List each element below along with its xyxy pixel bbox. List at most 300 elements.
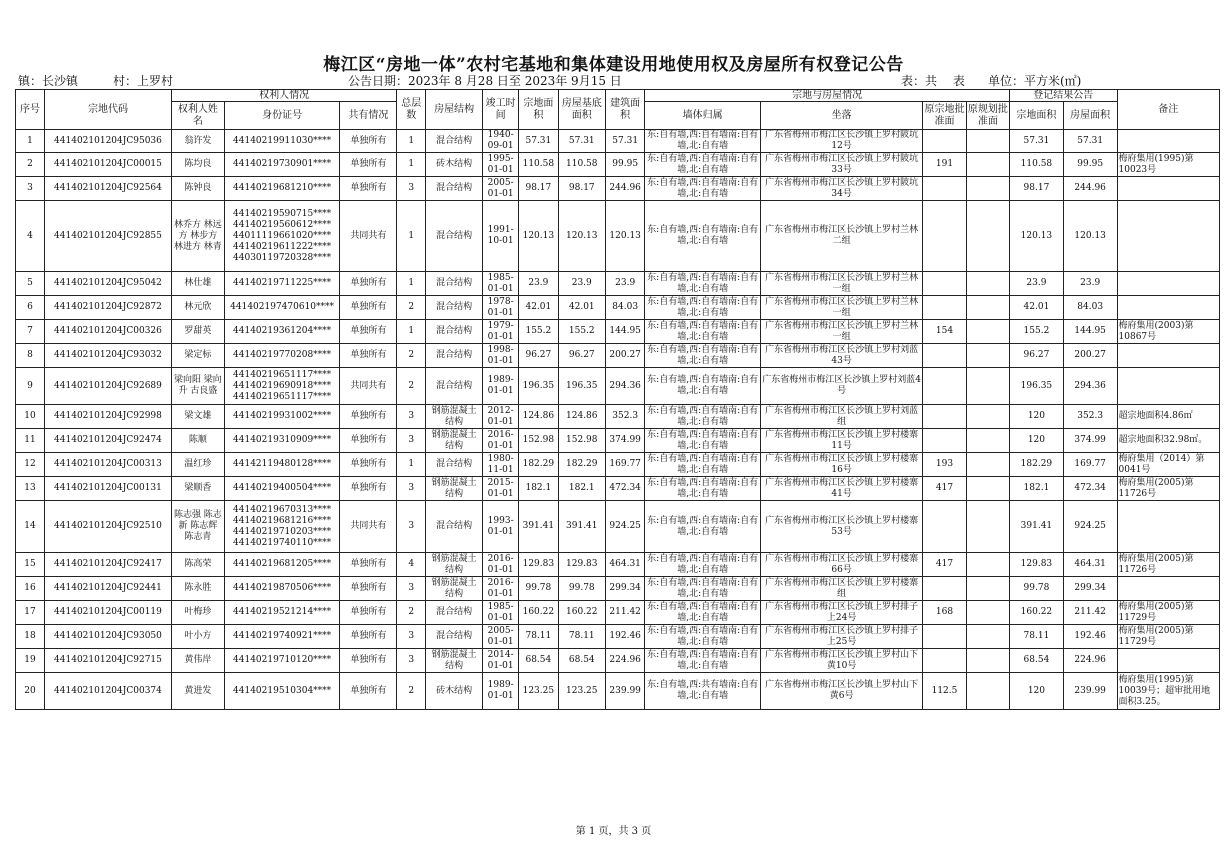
row-result-land: 120.13 (1010, 201, 1064, 272)
header-code: 宗地代码 (44, 90, 171, 130)
row-build-area: 169.77 (606, 453, 645, 477)
row-floors: 3 (397, 429, 426, 453)
row-location: 广东省梅州市梅江区长沙镇上罗村陂坑33号 (761, 153, 923, 177)
row-id-no: 44140219590715**** 44140219560612**** 44011119661020**** 44140219611222**** 44030119720328**** (224, 201, 340, 272)
row-walls: 东:自有墙,西:自有墙南:自有墙,北:自有墙 (645, 649, 761, 673)
row-orig-approved (923, 501, 966, 553)
row-walls: 东:自有墙,西:共有墙南:自有墙,北:自有墙 (645, 673, 761, 710)
row-result-land: 68.54 (1010, 649, 1064, 673)
header-res-land: 宗地面积 (1010, 102, 1064, 130)
row-share: 单独所有 (340, 296, 397, 320)
row-result-land: 78.11 (1010, 625, 1064, 649)
row-walls: 东:自有墙,西:自有墙南:自有墙,北:自有墙 (645, 501, 761, 553)
row-result-house: 84.03 (1063, 296, 1117, 320)
row-year: 1940-09-01 (483, 130, 519, 153)
row-land-area: 196.35 (519, 368, 558, 405)
row-orig-approved: 193 (923, 453, 966, 477)
row-build-area: 239.99 (606, 673, 645, 710)
row-result-house: 244.96 (1063, 177, 1117, 201)
row-seq: 18 (16, 625, 45, 649)
row-orig-plan (966, 405, 1009, 429)
row-floors: 2 (397, 344, 426, 368)
row-floors: 3 (397, 649, 426, 673)
row-note: 梅府集用(2005)第11726号 (1117, 553, 1219, 577)
row-result-land: 120 (1010, 405, 1064, 429)
row-result-house: 144.95 (1063, 320, 1117, 344)
row-result-house: 352.3 (1063, 405, 1117, 429)
row-note: 梅府集用(1995)第10023号 (1117, 153, 1219, 177)
row-share: 单独所有 (340, 477, 397, 501)
row-location: 广东省梅州市梅江区长沙镇上罗村楼寨53号 (761, 501, 923, 553)
row-orig-plan (966, 201, 1009, 272)
header-note: 备注 (1117, 90, 1219, 130)
row-year: 1985-01-01 (483, 601, 519, 625)
row-id-no: 44140219870506**** (224, 577, 340, 601)
row-share: 单独所有 (340, 649, 397, 673)
row-structure: 混合结构 (426, 320, 483, 344)
table-row (16, 501, 1220, 553)
row-walls: 东:自有墙,西:自有墙南:自有墙,北:自有墙 (645, 344, 761, 368)
row-share: 单独所有 (340, 453, 397, 477)
row-land-area: 99.78 (519, 577, 558, 601)
table-row (16, 477, 1220, 501)
row-result-house: 192.46 (1063, 625, 1117, 649)
row-land-area: 57.31 (519, 130, 558, 153)
row-location: 广东省梅州市梅江区长沙镇上罗村排子上25号 (761, 625, 923, 649)
row-result-land: 23.9 (1010, 272, 1064, 296)
row-code: 441402101204JC93050 (44, 625, 171, 649)
row-build-area: 244.96 (606, 177, 645, 201)
header-id-no: 身份证号 (224, 102, 340, 130)
row-code: 441402101204JC00326 (44, 320, 171, 344)
row-land-area: 391.41 (519, 501, 558, 553)
row-location: 广东省梅州市梅江区长沙镇上罗村楼寨11号 (761, 429, 923, 453)
row-result-house: 211.42 (1063, 601, 1117, 625)
row-location: 广东省梅州市梅江区长沙镇上罗村兰林一组 (761, 320, 923, 344)
row-land-area: 98.17 (519, 177, 558, 201)
row-result-house: 239.99 (1063, 673, 1117, 710)
row-code: 441402101204JC95042 (44, 272, 171, 296)
header-seq: 序号 (16, 90, 45, 130)
row-build-area: 84.03 (606, 296, 645, 320)
row-base-area: 123.25 (558, 673, 606, 710)
row-code: 441402101204JC92689 (44, 368, 171, 405)
row-note (1117, 177, 1219, 201)
row-structure: 钢筋混凝土结构 (426, 577, 483, 601)
row-share: 单独所有 (340, 673, 397, 710)
table-row (16, 344, 1220, 368)
row-note: 梅府集用(2005)第11726号 (1117, 477, 1219, 501)
row-base-area: 182.29 (558, 453, 606, 477)
row-note (1117, 201, 1219, 272)
row-orig-approved: 168 (923, 601, 966, 625)
row-walls: 东:自有墙,西:自有墙南:自有墙,北:自有墙 (645, 320, 761, 344)
row-location: 广东省梅州市梅江区长沙镇上罗村山下黄6号 (761, 673, 923, 710)
row-floors: 1 (397, 272, 426, 296)
row-seq: 12 (16, 453, 45, 477)
row-result-land: 182.1 (1010, 477, 1064, 501)
row-orig-approved (923, 625, 966, 649)
row-orig-approved (923, 368, 966, 405)
row-result-house: 224.96 (1063, 649, 1117, 673)
row-result-land: 129.83 (1010, 553, 1064, 577)
row-walls: 东:自有墙,西:自有墙南:自有墙,北:自有墙 (645, 153, 761, 177)
row-id-no: 44140219911030**** (224, 130, 340, 153)
row-orig-approved: 154 (923, 320, 966, 344)
header-walls: 墙体归属 (645, 102, 761, 130)
announcement-meta (18, 72, 1118, 88)
row-seq: 15 (16, 553, 45, 577)
row-orig-plan (966, 130, 1009, 153)
row-base-area: 78.11 (558, 625, 606, 649)
row-orig-plan (966, 177, 1009, 201)
row-year: 1989-01-01 (483, 673, 519, 710)
row-owner-name: 陈永胜 (172, 577, 225, 601)
date-label: 公告日期：2023年 8 月28 日至 2023年 9月15 日 (348, 74, 622, 88)
row-walls: 东:自有墙,西:自有墙南:自有墙,北:自有墙 (645, 453, 761, 477)
row-location: 广东省梅州市梅江区长沙镇上罗村兰林一组 (761, 296, 923, 320)
row-orig-approved: 191 (923, 153, 966, 177)
row-floors: 3 (397, 405, 426, 429)
row-orig-plan (966, 296, 1009, 320)
row-structure: 混合结构 (426, 625, 483, 649)
row-owner-name: 陈钟良 (172, 177, 225, 201)
row-location: 广东省梅州市梅江区长沙镇上罗村刘蓝组 (761, 405, 923, 429)
row-seq: 19 (16, 649, 45, 673)
row-share: 单独所有 (340, 625, 397, 649)
row-id-no: 44140219730901**** (224, 153, 340, 177)
row-owner-name: 梁顺香 (172, 477, 225, 501)
row-owner-name: 罗甜英 (172, 320, 225, 344)
row-seq: 2 (16, 153, 45, 177)
table-row (16, 201, 1220, 272)
row-note: 梅府集用(1995)第10039号；超审批用地面积3.25。 (1117, 673, 1219, 710)
row-id-no: 44140219510304**** (224, 673, 340, 710)
row-id-no: 44140219931002**** (224, 405, 340, 429)
row-base-area: 99.78 (558, 577, 606, 601)
row-year: 2005-01-01 (483, 625, 519, 649)
row-seq: 20 (16, 673, 45, 710)
row-id-no: 44140219770208**** (224, 344, 340, 368)
row-orig-plan (966, 272, 1009, 296)
row-share: 单独所有 (340, 577, 397, 601)
row-floors: 3 (397, 625, 426, 649)
row-land-area: 96.27 (519, 344, 558, 368)
row-result-house: 120.13 (1063, 201, 1117, 272)
header-structure: 房屋结构 (426, 90, 483, 130)
row-land-area: 68.54 (519, 649, 558, 673)
row-year: 1985-01-01 (483, 272, 519, 296)
row-result-land: 96.27 (1010, 344, 1064, 368)
row-year: 2016-01-01 (483, 577, 519, 601)
header-result-group: 登记结果公告 (1010, 90, 1117, 102)
row-structure: 钢筋混凝土结构 (426, 553, 483, 577)
row-code: 441402101204JC00015 (44, 153, 171, 177)
row-floors: 3 (397, 501, 426, 553)
table-row (16, 320, 1220, 344)
row-note: 梅府集用（2014）第0041号 (1117, 453, 1219, 477)
row-seq: 17 (16, 601, 45, 625)
row-id-no: 44140219681210**** (224, 177, 340, 201)
row-location: 广东省梅州市梅江区长沙镇上罗村兰林一组 (761, 272, 923, 296)
row-floors: 3 (397, 477, 426, 501)
row-share: 单独所有 (340, 153, 397, 177)
row-owner-name: 陈志强 陈志新 陈志辉 陈志青 (172, 501, 225, 553)
row-walls: 东:自有墙,西:自有墙南:自有墙,北:自有墙 (645, 477, 761, 501)
row-result-land: 110.58 (1010, 153, 1064, 177)
row-build-area: 57.31 (606, 130, 645, 153)
row-result-house: 472.34 (1063, 477, 1117, 501)
row-location: 广东省梅州市梅江区长沙镇上罗村陂坑34号 (761, 177, 923, 201)
row-base-area: 182.1 (558, 477, 606, 501)
row-structure: 砖木结构 (426, 153, 483, 177)
row-orig-approved (923, 272, 966, 296)
sheet-count-label: 表：共 表 (901, 74, 965, 88)
row-land-area: 23.9 (519, 272, 558, 296)
registration-table (15, 89, 1220, 710)
row-structure: 钢筋混凝土结构 (426, 429, 483, 453)
row-location: 广东省梅州市梅江区长沙镇上罗村楼寨16号 (761, 453, 923, 477)
row-year: 1989-01-01 (483, 368, 519, 405)
row-share: 单独所有 (340, 130, 397, 153)
row-base-area: 152.98 (558, 429, 606, 453)
row-id-no: 44140219670313**** 44140219681216**** 44140219710203**** 44140219740110**** (224, 501, 340, 553)
row-note (1117, 272, 1219, 296)
row-orig-approved (923, 429, 966, 453)
table-row (16, 272, 1220, 296)
row-owner-name: 梁定标 (172, 344, 225, 368)
row-structure: 混合结构 (426, 501, 483, 553)
row-code: 441402101204JC92417 (44, 553, 171, 577)
row-orig-plan (966, 429, 1009, 453)
row-orig-approved (923, 201, 966, 272)
row-build-area: 224.96 (606, 649, 645, 673)
village-label: 村：上罗村 (113, 74, 174, 88)
row-share: 单独所有 (340, 272, 397, 296)
row-code: 441402101204JC92441 (44, 577, 171, 601)
row-orig-approved (923, 577, 966, 601)
row-seq: 1 (16, 130, 45, 153)
row-walls: 东:自有墙,西:自有墙南:自有墙,北:自有墙 (645, 553, 761, 577)
row-year: 1980-11-01 (483, 453, 519, 477)
row-land-area: 182.1 (519, 477, 558, 501)
row-id-no: 44140219521214**** (224, 601, 340, 625)
row-owner-name: 陈均良 (172, 153, 225, 177)
row-owner-name: 林乔方 林远方 林步方 林进方 林青 (172, 201, 225, 272)
header-build-area: 建筑面积 (606, 90, 645, 130)
row-base-area: 391.41 (558, 501, 606, 553)
row-year: 1993-01-01 (483, 501, 519, 553)
row-build-area: 352.3 (606, 405, 645, 429)
row-id-no: 44142119480128**** (224, 453, 340, 477)
row-floors: 2 (397, 368, 426, 405)
row-seq: 4 (16, 201, 45, 272)
row-build-area: 99.95 (606, 153, 645, 177)
row-orig-plan (966, 673, 1009, 710)
row-base-area: 96.27 (558, 344, 606, 368)
row-owner-name: 陈高荣 (172, 553, 225, 577)
header-location: 坐落 (761, 102, 923, 130)
row-structure: 混合结构 (426, 130, 483, 153)
row-land-area: 42.01 (519, 296, 558, 320)
row-orig-plan (966, 368, 1009, 405)
row-id-no: 44140219651117**** 44140219690918**** 44140219651117**** (224, 368, 340, 405)
row-note: 梅府集用(2005)第11729号 (1117, 625, 1219, 649)
row-structure: 混合结构 (426, 296, 483, 320)
row-land-area: 120.13 (519, 201, 558, 272)
row-land-area: 110.58 (519, 153, 558, 177)
row-land-area: 155.2 (519, 320, 558, 344)
header-orig-plan: 原规划批准面 (966, 102, 1009, 130)
row-share: 共同共有 (340, 501, 397, 553)
row-seq: 14 (16, 501, 45, 553)
row-owner-name: 黄伟岸 (172, 649, 225, 673)
row-id-no: 44140219681205**** (224, 553, 340, 577)
row-seq: 11 (16, 429, 45, 453)
row-orig-approved (923, 177, 966, 201)
row-code: 441402101204JC92855 (44, 201, 171, 272)
row-year: 2016-01-01 (483, 429, 519, 453)
row-id-no: 44140219711225**** (224, 272, 340, 296)
row-code: 441402101204JC00119 (44, 601, 171, 625)
row-result-house: 23.9 (1063, 272, 1117, 296)
row-year: 1998-01-01 (483, 344, 519, 368)
row-base-area: 42.01 (558, 296, 606, 320)
row-code: 441402101204JC93032 (44, 344, 171, 368)
row-walls: 东:自有墙,西:自有墙南:自有墙,北:自有墙 (645, 130, 761, 153)
row-base-area: 57.31 (558, 130, 606, 153)
row-structure: 混合结构 (426, 177, 483, 201)
row-location: 广东省梅州市梅江区长沙镇上罗村楼寨66号 (761, 553, 923, 577)
row-location: 广东省梅州市梅江区长沙镇上罗村楼寨组 (761, 577, 923, 601)
row-structure: 钢筋混凝土结构 (426, 477, 483, 501)
row-orig-plan (966, 553, 1009, 577)
row-walls: 东:自有墙,西:自有墙南:自有墙,北:自有墙 (645, 577, 761, 601)
row-floors: 3 (397, 577, 426, 601)
row-note (1117, 649, 1219, 673)
row-seq: 10 (16, 405, 45, 429)
row-id-no: 44140219710120**** (224, 649, 340, 673)
row-result-land: 120 (1010, 429, 1064, 453)
table-row (16, 601, 1220, 625)
row-result-land: 155.2 (1010, 320, 1064, 344)
row-result-house: 374.99 (1063, 429, 1117, 453)
header-house-group: 宗地与房屋情况 (645, 90, 1010, 102)
row-walls: 东:自有墙,西:自有墙南:自有墙,北:自有墙 (645, 625, 761, 649)
row-orig-plan (966, 320, 1009, 344)
table-row (16, 673, 1220, 710)
row-owner-name: 翁许发 (172, 130, 225, 153)
row-year: 2012-01-01 (483, 405, 519, 429)
row-owner-name: 陈顺 (172, 429, 225, 453)
row-result-land: 160.22 (1010, 601, 1064, 625)
row-year: 2015-01-01 (483, 477, 519, 501)
row-walls: 东:自有墙,西:自有墙南:自有墙,北:自有墙 (645, 296, 761, 320)
row-land-area: 182.29 (519, 453, 558, 477)
row-note: 超宗地面积4.86㎡ (1117, 405, 1219, 429)
row-year: 1995-01-01 (483, 153, 519, 177)
row-base-area: 120.13 (558, 201, 606, 272)
header-owner-group: 权利人情况 (172, 90, 397, 102)
row-build-area: 299.34 (606, 577, 645, 601)
row-note (1117, 296, 1219, 320)
row-land-area: 160.22 (519, 601, 558, 625)
row-orig-plan (966, 649, 1009, 673)
row-share: 单独所有 (340, 405, 397, 429)
row-land-area: 129.83 (519, 553, 558, 577)
row-build-area: 200.27 (606, 344, 645, 368)
header-res-house: 房屋面积 (1063, 102, 1117, 130)
row-location: 广东省梅州市梅江区长沙镇上罗村山下黄10号 (761, 649, 923, 673)
row-note (1117, 501, 1219, 553)
table-row (16, 649, 1220, 673)
row-floors: 1 (397, 153, 426, 177)
row-structure: 混合结构 (426, 344, 483, 368)
row-base-area: 124.86 (558, 405, 606, 429)
row-orig-approved (923, 130, 966, 153)
row-note (1117, 577, 1219, 601)
row-location: 广东省梅州市梅江区长沙镇上罗村刘蓝43号 (761, 344, 923, 368)
row-orig-plan (966, 501, 1009, 553)
row-result-land: 57.31 (1010, 130, 1064, 153)
header-base-area: 房屋基底面积 (558, 90, 606, 130)
header-floors: 总层数 (397, 90, 426, 130)
row-result-land: 196.35 (1010, 368, 1064, 405)
row-result-house: 57.31 (1063, 130, 1117, 153)
row-share: 单独所有 (340, 177, 397, 201)
row-build-area: 374.99 (606, 429, 645, 453)
table-row (16, 453, 1220, 477)
table-row (16, 577, 1220, 601)
row-seq: 13 (16, 477, 45, 501)
row-result-land: 182.29 (1010, 453, 1064, 477)
row-orig-approved: 417 (923, 553, 966, 577)
row-code: 441402101204JC92715 (44, 649, 171, 673)
row-owner-name: 梁向阳 梁向升 古良盛 (172, 368, 225, 405)
page-title: 梅江区“房地一体”农村宅基地和集体建设用地使用权及房屋所有权登记公告 (323, 55, 904, 75)
row-orig-approved (923, 296, 966, 320)
row-share: 共同共有 (340, 201, 397, 272)
row-result-house: 924.25 (1063, 501, 1117, 553)
row-code: 441402101204JC95036 (44, 130, 171, 153)
unit-label: 单位：平方米(㎡) (988, 74, 1082, 88)
row-structure: 混合结构 (426, 368, 483, 405)
row-floors: 3 (397, 177, 426, 201)
row-location: 广东省梅州市梅江区长沙镇上罗村兰林二组 (761, 201, 923, 272)
row-result-house: 464.31 (1063, 553, 1117, 577)
row-build-area: 23.9 (606, 272, 645, 296)
row-structure: 混合结构 (426, 201, 483, 272)
row-structure: 砖木结构 (426, 673, 483, 710)
row-code: 441402101204JC00374 (44, 673, 171, 710)
header-land-area: 宗地面积 (519, 90, 558, 130)
row-year: 1979-01-01 (483, 320, 519, 344)
row-seq: 6 (16, 296, 45, 320)
row-id-no: 441402197470610**** (224, 296, 340, 320)
row-build-area: 472.34 (606, 477, 645, 501)
row-base-area: 98.17 (558, 177, 606, 201)
row-walls: 东:自有墙,西:自有墙南:自有墙,北:自有墙 (645, 601, 761, 625)
row-location: 广东省梅州市梅江区长沙镇上罗村刘蓝4号 (761, 368, 923, 405)
table-row (16, 429, 1220, 453)
row-result-land: 99.78 (1010, 577, 1064, 601)
row-seq: 16 (16, 577, 45, 601)
row-floors: 1 (397, 201, 426, 272)
row-walls: 东:自有墙,西:自有墙南:自有墙,北:自有墙 (645, 177, 761, 201)
row-floors: 1 (397, 453, 426, 477)
table-row (16, 130, 1220, 153)
row-result-land: 391.41 (1010, 501, 1064, 553)
